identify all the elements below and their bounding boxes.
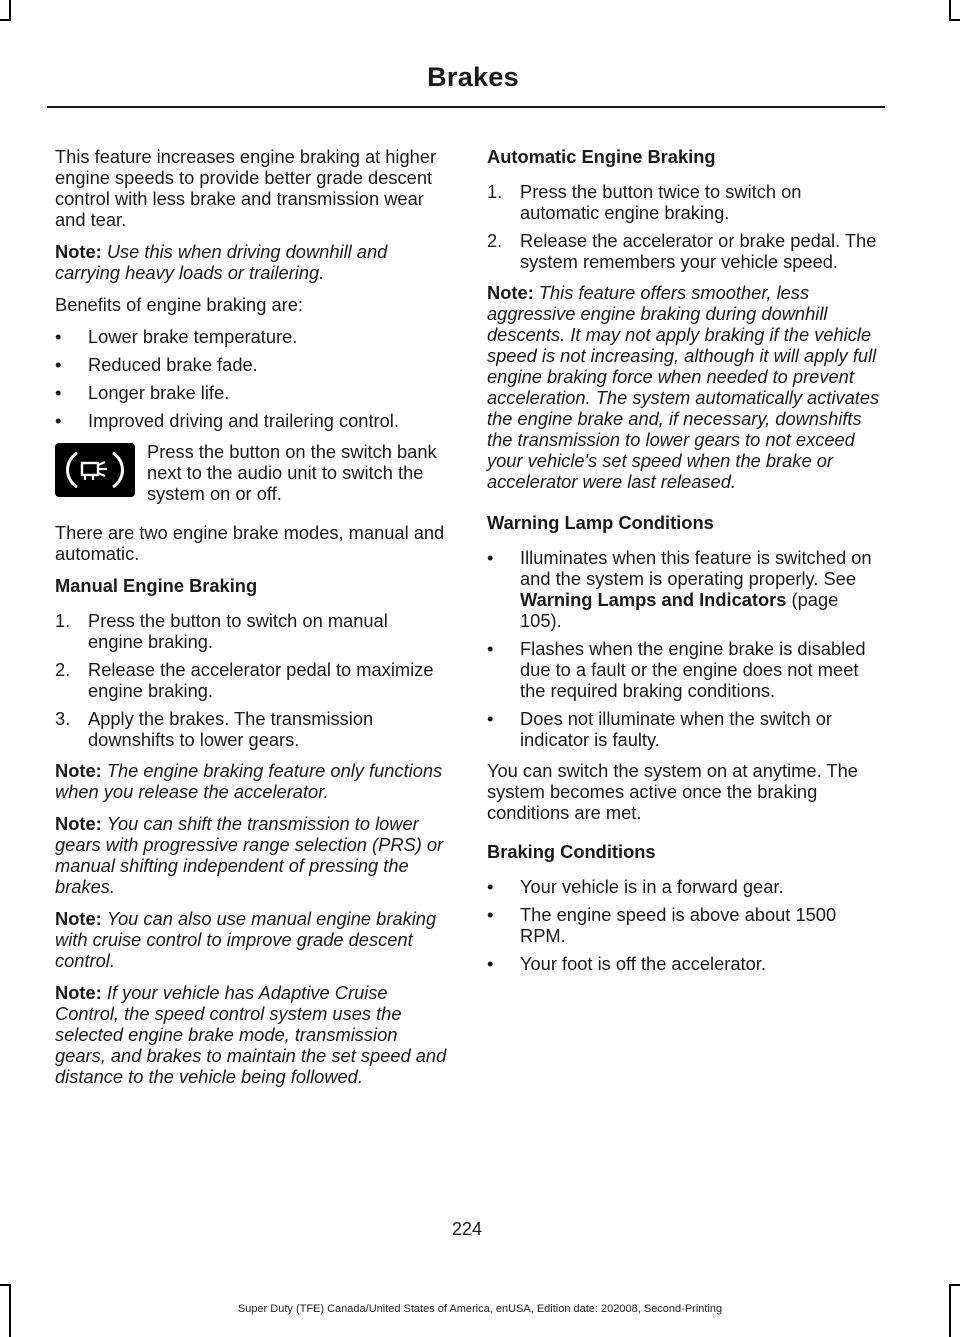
- crop-mark: [949, 0, 951, 21]
- note-cruise: [55, 908, 447, 971]
- intro-paragraph: This feature increases engine braking at higher engine speeds to provide better grade descent control with less brake and transmission wear and tear.: [55, 146, 437, 230]
- footer-edition-info: Super Duty (TFE) Canada/United States of America, enUSA, Edition date: 202008, Second-Printing: [237, 1303, 723, 1315]
- conditions-heading: Braking Conditions: [487, 841, 656, 862]
- step-number: 1.: [55, 610, 71, 631]
- note-use-downhill: [55, 241, 447, 283]
- warning-heading: Warning Lamp Conditions: [487, 512, 714, 533]
- list-item-text: Your vehicle is in a forward gear.: [520, 876, 784, 897]
- list-item: [487, 904, 881, 946]
- note-label: Note:: [55, 908, 102, 929]
- list-item-text: Flashes when the engine brake is disabled due to a fault or the engine does not meet the required braking conditions.: [520, 638, 866, 701]
- list-item: [487, 230, 881, 272]
- note-release-accelerator: [55, 760, 447, 802]
- list-item-text: Improved driving and trailering control.: [88, 410, 399, 431]
- switch-instruction: [55, 441, 447, 504]
- anytime-paragraph: You can switch the system on at anytime. The system becomes active once the braking conditions are met.: [487, 760, 858, 823]
- list-item-text: Press the button twice to switch on automatic engine braking.: [520, 181, 802, 223]
- list-item-text: Apply the brakes. The transmission downshifts to lower gears.: [88, 708, 374, 750]
- note-adaptive-cruise: [55, 982, 447, 1087]
- note-label: Note:: [55, 760, 102, 781]
- automatic-steps: [487, 181, 881, 272]
- left-column: [55, 146, 447, 1098]
- automatic-heading: Automatic Engine Braking: [487, 146, 716, 167]
- conditions-list: [487, 876, 881, 974]
- crop-mark: [0, 1284, 11, 1286]
- note-label: Note:: [55, 241, 102, 262]
- list-item-text: The engine speed is above about 1500 RPM.: [520, 904, 837, 946]
- header-divider: [47, 106, 885, 108]
- list-item: [55, 410, 447, 431]
- note-text: Use this when driving downhill and carrying heavy loads or trailering.: [55, 241, 388, 283]
- warning-list: [487, 547, 881, 750]
- crop-mark: [0, 19, 11, 21]
- list-item-text: Illuminates when this feature is switched on and the system is operating properly. See: [520, 547, 872, 589]
- warning-lamps-link[interactable]: Warning Lamps and Indicators: [520, 589, 787, 610]
- page-title: Brakes: [427, 62, 519, 92]
- bullet: •: [487, 547, 494, 568]
- list-item-text: Release the accelerator or brake pedal. The system remembers your vehicle speed.: [520, 230, 877, 272]
- crop-mark: [949, 19, 960, 21]
- list-item: [55, 659, 447, 701]
- list-item-text: Your foot is off the accelerator.: [520, 953, 766, 974]
- switch-instruction-text: Press the button on the switch bank next to the audio unit to switch the system on or off.: [147, 441, 437, 504]
- modes-paragraph: There are two engine brake modes, manual and automatic.: [55, 522, 445, 564]
- note-text: You can also use manual engine braking with cruise control to improve grade descent control.: [55, 908, 437, 971]
- bullet: •: [55, 354, 62, 375]
- bullet: •: [55, 326, 62, 347]
- bullet: •: [487, 876, 494, 897]
- list-item-text: Longer brake life.: [88, 382, 230, 403]
- step-number: 1.: [487, 181, 503, 202]
- crop-mark: [949, 1284, 960, 1286]
- page-reference: (page 105).: [520, 589, 839, 631]
- right-column: [487, 146, 881, 984]
- note-text: This feature offers smoother, less aggressive engine braking during downhill descents. It may not apply braking if the vehicle speed is not increasing, although it will apply full engine braking force when needed to prevent acceleration. The system automatically activates the engine brake and, if necessary, downshifts the transmission to lower gears to not exceed your vehicle's set speed when the brake or accelerator were last released.: [487, 282, 880, 492]
- list-item: [55, 382, 447, 403]
- list-item-text: Does not illuminate when the switch or indicator is faulty.: [520, 708, 832, 750]
- list-item-text: Press the button to switch on manual engine braking.: [88, 610, 388, 652]
- step-number: 3.: [55, 708, 71, 729]
- list-item: [487, 181, 881, 223]
- manual-steps: [55, 610, 447, 750]
- benefits-intro: Benefits of engine braking are:: [55, 294, 303, 315]
- bullet: •: [55, 410, 62, 431]
- bullet: •: [487, 708, 494, 729]
- note-label: Note:: [487, 282, 534, 303]
- step-number: 2.: [487, 230, 503, 251]
- list-item: [55, 708, 447, 750]
- list-item-text: Reduced brake fade.: [88, 354, 258, 375]
- list-item: [487, 547, 881, 631]
- note-text: You can shift the transmission to lower gears with progressive range selection (PRS) or manual shifting independent of pressing the brakes.: [55, 813, 444, 897]
- bullet: •: [487, 904, 494, 925]
- note-text: The engine braking feature only functions when you release the accelerator.: [55, 760, 443, 802]
- bullet: •: [487, 953, 494, 974]
- list-item-text: Release the accelerator pedal to maximize engine braking.: [88, 659, 434, 701]
- list-item: [55, 610, 447, 652]
- note-prs: [55, 813, 447, 897]
- manual-heading: Manual Engine Braking: [55, 575, 258, 596]
- note-label: Note:: [55, 982, 102, 1003]
- list-item: [55, 326, 447, 347]
- list-item: [487, 876, 881, 897]
- note-label: Note:: [55, 813, 102, 834]
- list-item: [487, 953, 881, 974]
- crop-mark: [9, 0, 11, 21]
- list-item: [55, 354, 447, 375]
- note-smoother: [487, 282, 881, 492]
- note-text: If your vehicle has Adaptive Cruise Control, the speed control system uses the selected engine brake mode, transmission gears, and brakes to maintain the set speed and distance to the vehicle being followed.: [55, 982, 447, 1087]
- list-item: [487, 638, 881, 701]
- page-number: 224: [451, 1219, 483, 1239]
- engine-brake-icon: [55, 443, 135, 497]
- benefits-list: [55, 326, 447, 431]
- list-item: [487, 708, 881, 750]
- list-item-text: Lower brake temperature.: [88, 326, 298, 347]
- bullet: •: [487, 638, 494, 659]
- step-number: 2.: [55, 659, 71, 680]
- bullet: •: [55, 382, 62, 403]
